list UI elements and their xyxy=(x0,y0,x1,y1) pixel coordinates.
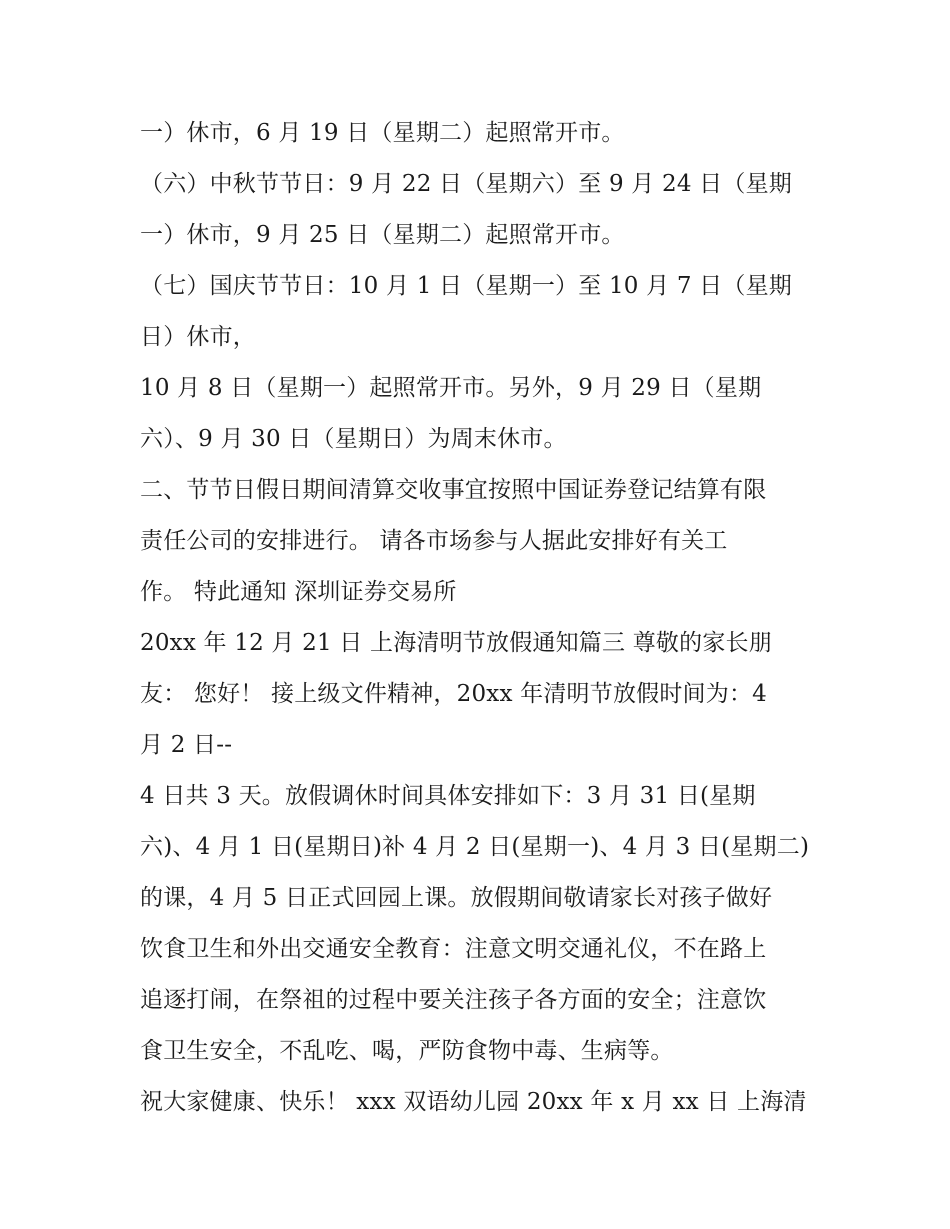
text-line: 友： 您好！ 接上级文件精神，20xx 年清明节放假时间为：4 xyxy=(140,681,767,707)
text-line: 作。 特此通知 深圳证券交易所 xyxy=(140,579,457,605)
text-line: 10 月 8 日（星期一）起照常开市。另外，9 月 29 日（星期 xyxy=(140,375,762,401)
text-line: 的课，4 月 5 日正式回园上课。放假期间敬请家长对孩子做好 xyxy=(140,885,773,911)
text-line: 月 2 日-- xyxy=(140,732,233,758)
text-line: 4 日共 3 天。放假调休时间具体安排如下：3 月 31 日(星期 xyxy=(140,783,756,809)
text-line: 日）休市， xyxy=(140,324,256,350)
text-line: 二、节节日假日期间清算交收事宜按照中国证券登记结算有限 xyxy=(140,477,767,503)
text-line: 责任公司的安排进行。 请各市场参与人据此安排好有关工 xyxy=(140,528,728,554)
text-line: 六)、4 月 1 日(星期日)补 4 月 2 日(星期一)、4 月 3 日(星期二) xyxy=(140,834,810,860)
text-line: 20xx 年 12 月 21 日 上海清明节放假通知篇三 尊敬的家长朋 xyxy=(140,630,772,656)
text-line: 食卫生安全，不乱吃、喝，严防食物中毒、生病等。 xyxy=(140,1038,674,1064)
text-line: （七）国庆节节日：10 月 1 日（星期一）至 10 月 7 日（星期 xyxy=(140,273,792,299)
text-line: 追逐打闹，在祭祖的过程中要关注孩子各方面的安全；注意饮 xyxy=(140,987,767,1013)
text-line: 一）休市，9 月 25 日（星期二）起照常开市。 xyxy=(140,222,625,248)
text-line: 祝大家健康、快乐！ xxx 双语幼儿园 20xx 年 x 月 xx 日 上海清 xyxy=(140,1089,807,1115)
text-line: （六）中秋节节日：9 月 22 日（星期六）至 9 月 24 日（星期 xyxy=(140,171,792,197)
text-line: 六）、9 月 30 日（星期日）为周末休市。 xyxy=(140,426,567,452)
text-line: 饮食卫生和外出交通安全教育：注意文明交通礼仪，不在路上 xyxy=(140,936,767,962)
document-page xyxy=(140,108,830,1128)
text-line: 一）休市，6 月 19 日（星期二）起照常开市。 xyxy=(140,120,625,146)
